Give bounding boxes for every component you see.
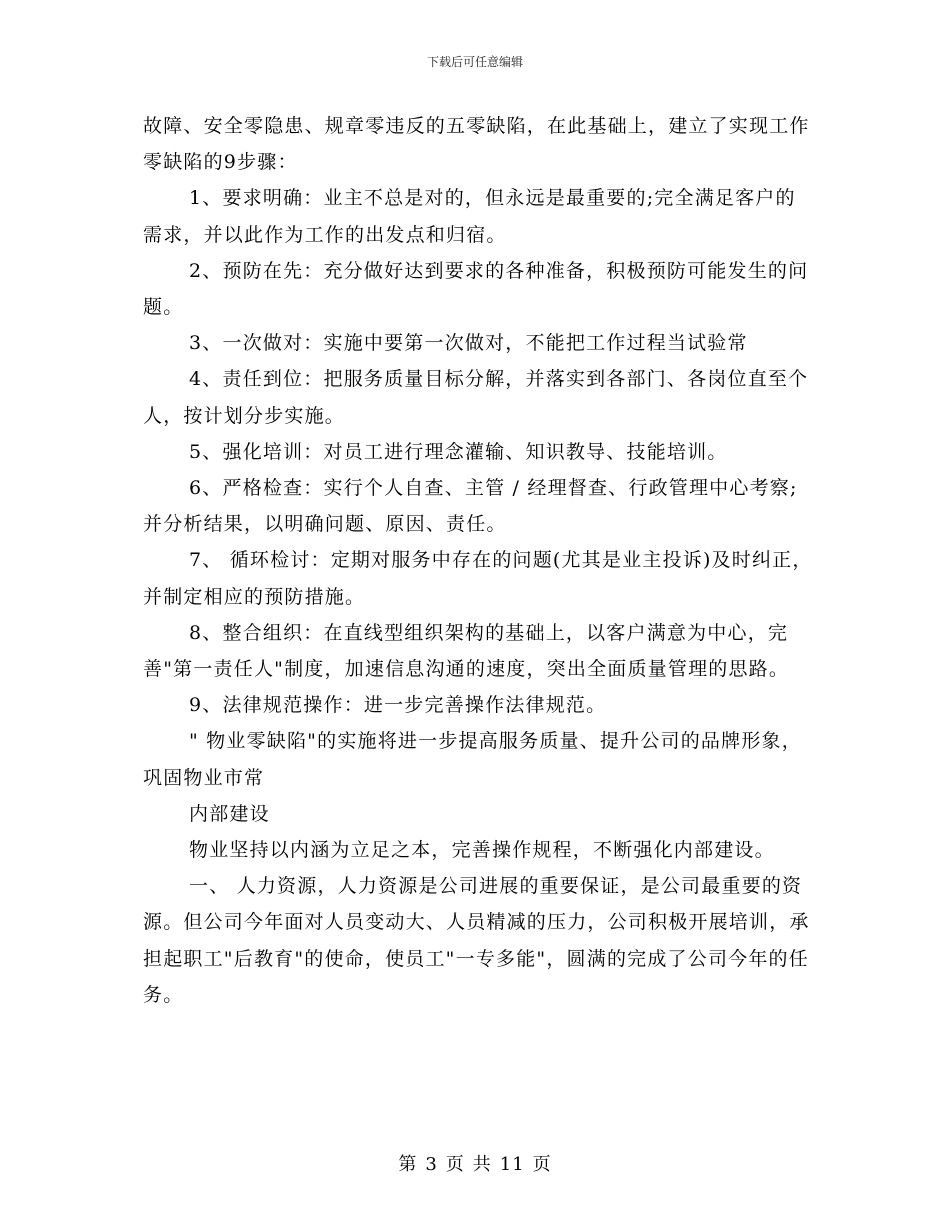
paragraph: 3、一次做对：实施中要第一次做对，不能把工作过程当试验常 bbox=[189, 332, 748, 355]
footer-page-word: 页 bbox=[445, 1154, 465, 1175]
paragraph: 故障、安全零隐患、规章零违反的五零缺陷，在此基础上，建立了实现工作零缺陷的9步骤： bbox=[143, 115, 810, 174]
page-footer bbox=[0, 1154, 950, 1176]
paragraph: 1、要求明确：业主不总是对的，但永远是最重要的;完全满足客户的需求，并以此作为工作的出发点和归宿。 bbox=[143, 187, 796, 246]
section-heading: 内部建设 bbox=[189, 802, 270, 825]
paragraph: 9、法律规范操作：进一步完善操作法律规范。 bbox=[189, 694, 607, 717]
paragraph: 4、责任到位：把服务质量目标分解，并落实到各部门、各岗位直至个人，按计划分步实施。 bbox=[143, 368, 809, 427]
paragraph: 5、强化培训：对员工进行理念灌输、知识教导、技能培训。 bbox=[189, 440, 728, 463]
paragraph: 8、整合组织：在直线型组织架构的基础上，以客户满意为中心，完善"第一责任人"制度，加速信息沟通的速度，突出全面质量管理的思路。 bbox=[143, 621, 790, 681]
total-page-count: 11 bbox=[499, 1154, 525, 1175]
paragraph: 一、 人力资源，人力资源是公司进展的重要保证，是公司最重要的资源。但公司今年面对人员变动大、人员精减的压力，公司积极开展培训，承担起职工"后教育"的使命，使员工"一专多能"，圆满的完成了公司今年的任务。 bbox=[143, 875, 810, 1006]
paragraph: " 物业零缺陷"的实施将进一步提高服务质量、提升公司的品牌形象，巩固物业市常 bbox=[143, 730, 802, 789]
document-body bbox=[143, 108, 813, 1013]
footer-suffix: 页 bbox=[532, 1154, 552, 1175]
paragraph: 2、预防在先：充分做好达到要求的各种准备，积极预防可能发生的问题。 bbox=[143, 259, 809, 319]
paragraph: 7、 循环检讨：定期对服务中存在的问题(尤其是业主投诉)及时纠正，并制定相应的预防措施。 bbox=[143, 549, 813, 608]
footer-total-word: 共 bbox=[472, 1154, 492, 1175]
page-header: 下载后可任意编辑 bbox=[426, 55, 523, 69]
paragraph: 物业坚持以内涵为立足之本，完善操作规程，不断强化内部建设。 bbox=[189, 839, 775, 862]
paragraph: 6、严格检查：实行个人自查、主管 / 经理督查、行政管理中心考察;并分析结果，以明确问题、原因、责任。 bbox=[143, 477, 798, 536]
footer-prefix: 第 bbox=[398, 1154, 418, 1175]
current-page-number: 3 bbox=[425, 1154, 438, 1175]
